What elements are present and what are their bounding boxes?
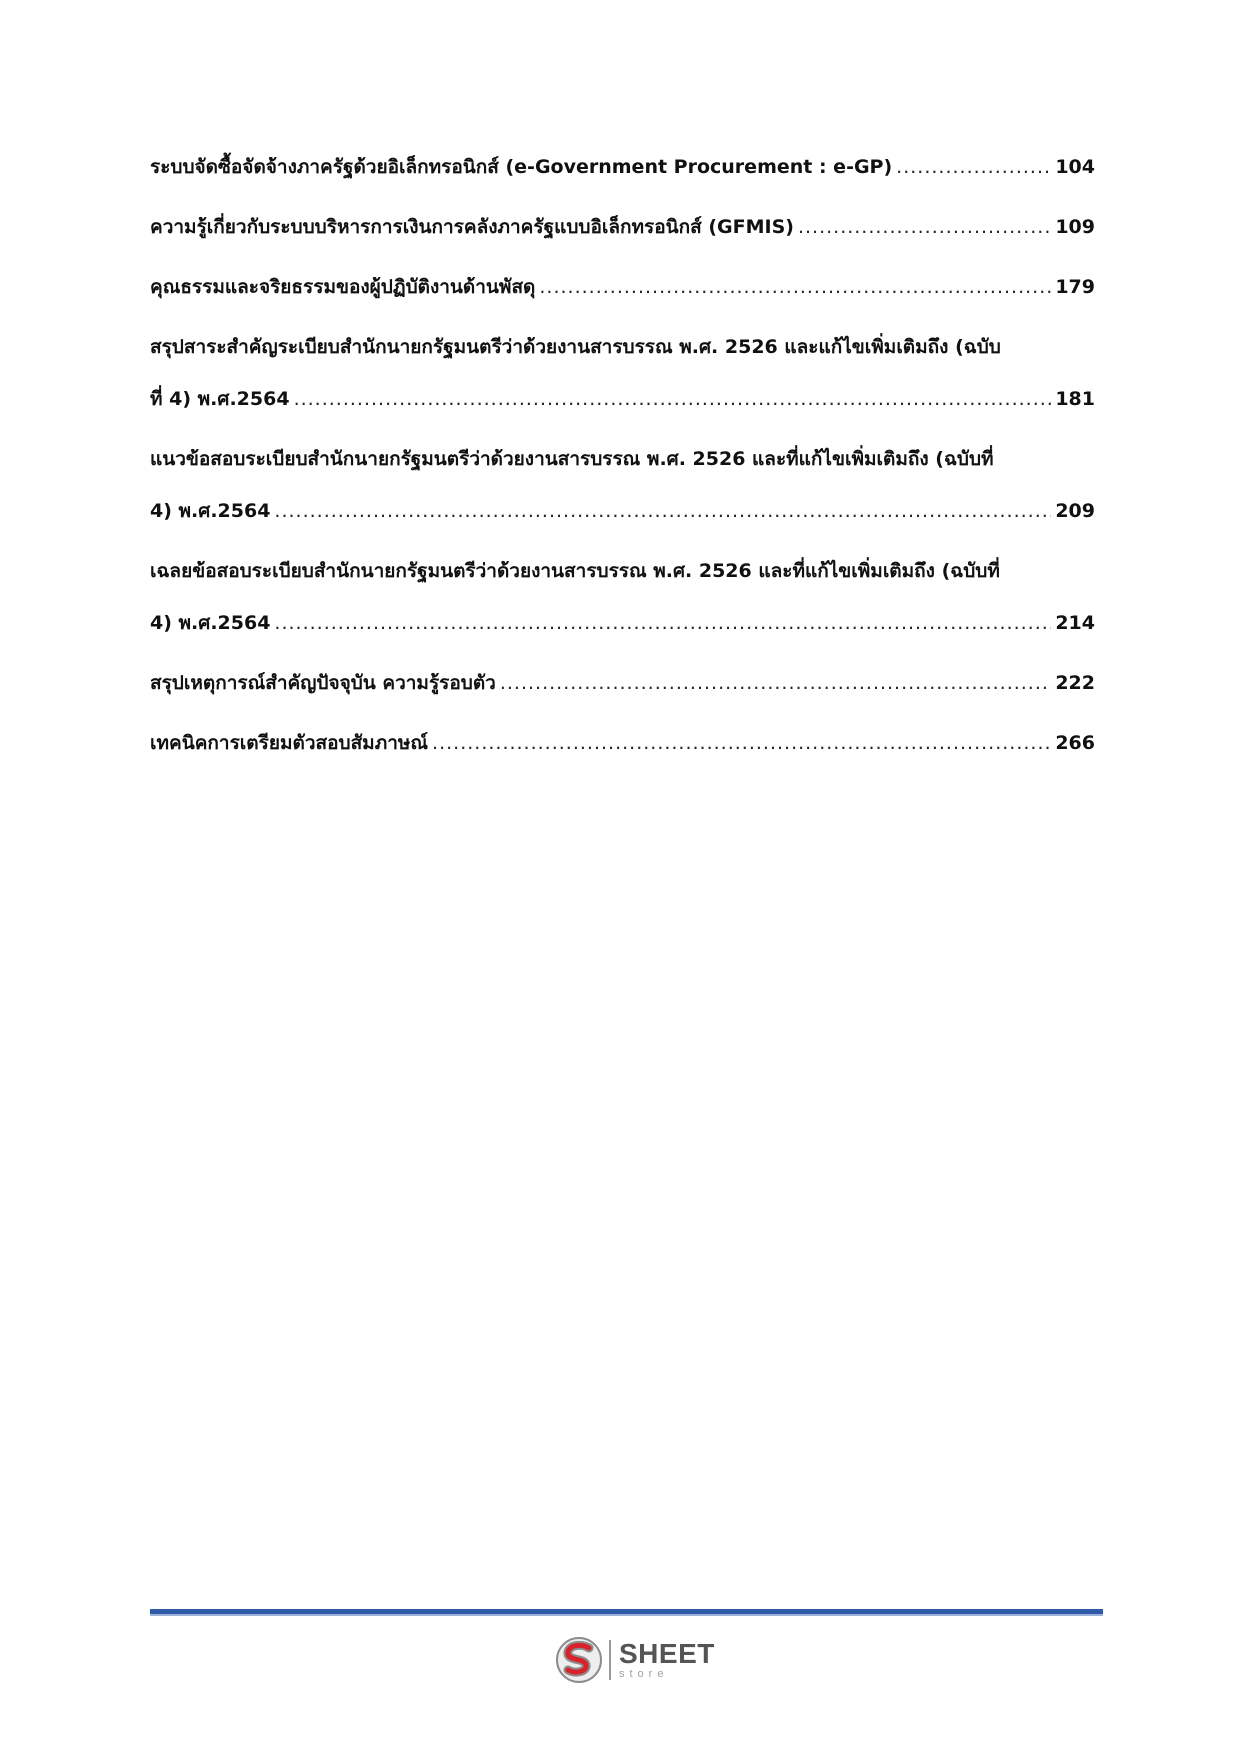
toc-entry[interactable] — [150, 330, 1095, 416]
toc-entry[interactable] — [150, 726, 1095, 760]
toc-line — [150, 150, 1095, 184]
logo-title: SHEET — [619, 1638, 715, 1669]
dot-leader — [539, 270, 1051, 304]
toc-entry-title: คุณธรรมและจริยธรรมของผู้ปฏิบัติงานด้านพัสดุ — [150, 276, 536, 298]
toc-entry[interactable] — [150, 442, 1095, 528]
toc-entry[interactable] — [150, 270, 1095, 304]
logo-wordmark — [619, 1640, 715, 1680]
logo-divider — [609, 1640, 611, 1680]
toc-page-number: 181 — [1055, 388, 1095, 410]
toc-entry-title: เทคนิคการเตรียมตัวสอบสัมภาษณ์ — [150, 732, 429, 754]
toc-line — [150, 666, 1095, 700]
toc-entry[interactable] — [150, 666, 1095, 700]
toc-page-number: 104 — [1055, 156, 1095, 178]
dot-leader — [798, 210, 1051, 244]
dot-leader — [274, 494, 1051, 528]
footer-divider — [150, 1609, 1103, 1616]
toc-page-number: 209 — [1055, 500, 1095, 522]
dot-leader — [896, 150, 1051, 184]
toc-entry-title: สรุปเหตุการณ์สำคัญปัจจุบัน ความรู้รอบตัว — [150, 672, 496, 694]
toc-entry[interactable] — [150, 210, 1095, 244]
toc-line — [150, 270, 1095, 304]
toc-entry-title-line2: ที่ 4) พ.ศ.2564 — [150, 388, 290, 410]
toc-entry-title-line1: เฉลยข้อสอบระเบียบสำนักนายกรัฐมนตรีว่าด้วยงานสารบรรณ พ.ศ. 2526 และที่แก้ไขเพิ่มเติมถึง (ฉบับที่ — [150, 560, 1000, 582]
toc-page-number: 266 — [1055, 732, 1095, 754]
toc-line — [150, 726, 1095, 760]
logo-subtitle: store — [619, 1668, 669, 1680]
dot-leader — [294, 382, 1052, 416]
toc-entry-title: ความรู้เกี่ยวกับระบบบริหารการเงินการคลังภาครัฐแบบอิเล็กทรอนิกส์ (GFMIS) — [150, 216, 794, 238]
toc-line — [150, 382, 1095, 416]
sheet-store-logo-icon — [555, 1636, 603, 1684]
toc-entry-title-line1: สรุปสาระสำคัญระเบียบสำนักนายกรัฐมนตรีว่าด้วยงานสารบรรณ พ.ศ. 2526 และแก้ไขเพิ่มเติมถึง (ฉบับ — [150, 336, 1001, 358]
sheet-store-logo — [555, 1632, 725, 1688]
toc-page-number: 109 — [1055, 216, 1095, 238]
toc-entry-title: ระบบจัดซื้อจัดจ้างภาครัฐด้วยอิเล็กทรอนิกส์ (e-Government Procurement : e-GP) — [150, 156, 893, 178]
toc-line — [150, 606, 1095, 640]
toc-page-number: 214 — [1055, 612, 1095, 634]
toc-entry-title-line1: แนวข้อสอบระเบียบสำนักนายกรัฐมนตรีว่าด้วยงานสารบรรณ พ.ศ. 2526 และที่แก้ไขเพิ่มเติมถึง (ฉบับที่ — [150, 448, 994, 470]
table-of-contents — [150, 150, 1095, 786]
toc-line — [150, 494, 1095, 528]
toc-entry[interactable] — [150, 554, 1095, 640]
toc-entry-title-line2: 4) พ.ศ.2564 — [150, 612, 271, 634]
dot-leader — [432, 726, 1051, 760]
dot-leader — [274, 606, 1051, 640]
dot-leader — [500, 666, 1051, 700]
toc-line — [150, 210, 1095, 244]
toc-page-number: 222 — [1055, 672, 1095, 694]
toc-entry-title-line2: 4) พ.ศ.2564 — [150, 500, 271, 522]
toc-entry[interactable] — [150, 150, 1095, 184]
toc-page-number: 179 — [1055, 276, 1095, 298]
